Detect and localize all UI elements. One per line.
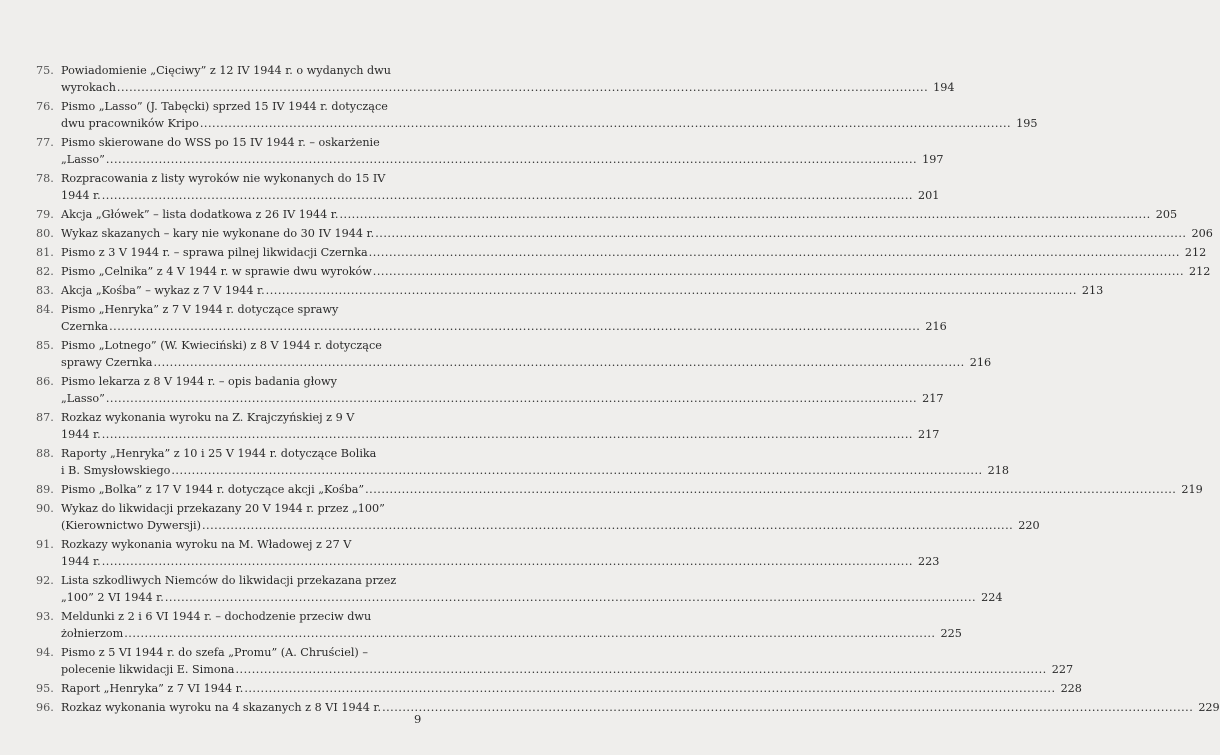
entry-line — [61, 661, 1074, 678]
toc-entry — [36, 244, 1207, 261]
entry-number: 95. — [36, 682, 54, 695]
toc-entry — [36, 263, 1211, 280]
entry-page-number: 216 — [969, 356, 992, 369]
entry-page-number: 229 — [1198, 701, 1220, 714]
entry-line — [61, 589, 1003, 606]
entry-title-text: Pismo z 3 V 1944 r. – sprawa pilnej likwidacji Czernka — [61, 246, 368, 259]
entry-line — [61, 553, 940, 570]
toc-entry — [36, 225, 1213, 242]
entry-line — [61, 500, 427, 517]
entry-title-text: Akcja „Kośba” – wykaz z 7 V 1944 r. — [61, 284, 265, 297]
entry-title-text: Pismo lekarza z 8 V 1944 r. – opis badania głowy — [61, 375, 337, 388]
entry-line — [61, 354, 992, 371]
dot-leader — [200, 115, 1011, 132]
entry-title-text: Czernka — [61, 320, 109, 333]
toc-entry — [36, 373, 944, 407]
entry-title-text: 1944 r. — [61, 428, 101, 441]
entry-line — [61, 318, 947, 335]
entry-title-text: dwu pracowników Kripo — [61, 117, 199, 130]
entry-line — [61, 462, 1009, 479]
entry-line — [61, 244, 1207, 261]
entry-number: 93. — [36, 610, 54, 623]
entry-line — [61, 98, 427, 115]
entry-line — [61, 680, 1082, 697]
entry-page-number: 213 — [1081, 284, 1104, 297]
dot-leader — [244, 680, 1055, 697]
entry-page-number: 197 — [922, 153, 944, 166]
toc-entry — [36, 282, 1104, 299]
entry-title-text: Pismo „Lasso” (J. Tabęcki) sprzed 15 IV 1944 r. dotyczące — [61, 100, 388, 113]
toc-entry — [36, 608, 962, 642]
entry-page-number: 205 — [1155, 208, 1178, 221]
entry-title-text: Rozkaz wykonania wyroku na Z. Krajczyńskiej z 9 V — [61, 411, 355, 424]
entry-page-number: 212 — [1189, 265, 1211, 278]
toc-entry — [36, 572, 1003, 606]
entry-title-text: Rozkaz wykonania wyroku na 4 skazanych z 8 VI 1944 r. — [61, 701, 382, 714]
toc-entry — [36, 536, 940, 570]
entry-page-number: 216 — [925, 320, 947, 333]
entry-line — [61, 625, 962, 642]
entry-title-text: (Kierownictwo Dywersji) — [61, 519, 201, 532]
entry-line — [61, 536, 427, 553]
entry-number: 76. — [36, 100, 54, 113]
dot-leader — [106, 151, 917, 168]
entry-number: 89. — [36, 483, 54, 496]
entry-number: 90. — [36, 502, 54, 515]
dot-leader — [373, 263, 1184, 280]
page-number: 9 — [414, 712, 422, 726]
entry-title-text: Akcja „Główek” – lista dodatkowa z 26 IV 1944 r. — [61, 208, 339, 221]
entry-title-text: Pismo „Lotnego” (W. Kwieciński) z 8 V 1944 r. dotyczące — [61, 339, 382, 352]
entry-line — [61, 608, 427, 625]
entry-title-text: Pismo „Celnika” z 4 V 1944 r. w sprawie dwu wyroków — [61, 265, 372, 278]
dot-leader — [102, 187, 913, 204]
dot-leader — [369, 244, 1180, 261]
entry-page-number: 225 — [940, 627, 962, 640]
entry-line — [61, 62, 427, 79]
entry-title-text: „100” 2 VI 1944 r. — [61, 591, 164, 604]
entry-number: 94. — [36, 646, 54, 659]
dot-leader — [165, 589, 976, 606]
entry-line — [61, 426, 940, 443]
entry-page-number: 201 — [917, 189, 940, 202]
toc-entry — [36, 98, 1038, 132]
entry-number: 92. — [36, 574, 54, 587]
entry-line — [61, 225, 1213, 242]
entry-title-text: Pismo z 5 VI 1944 r. do szefa „Promu” (A. Chruściel) – — [61, 646, 368, 659]
entry-line — [61, 79, 955, 96]
toc-entry — [36, 445, 1009, 479]
entry-line — [61, 699, 1220, 716]
entry-line — [61, 644, 427, 661]
entry-number: 78. — [36, 172, 54, 185]
entry-title-text: Raporty „Henryka” z 10 i 25 V 1944 r. dotyczące Bolika — [61, 447, 377, 460]
entry-number: 82. — [36, 265, 54, 278]
entry-title-text: Powiadomienie „Cięciwy” z 12 IV 1944 r. o wydanych dwu — [61, 64, 391, 77]
entry-page-number: 219 — [1181, 483, 1203, 496]
entry-page-number: 212 — [1184, 246, 1207, 259]
entry-number: 75. — [36, 64, 54, 77]
dot-leader — [202, 517, 1013, 534]
entry-title-text: 1944 r. — [61, 189, 101, 202]
entry-line — [61, 390, 944, 407]
entry-title-text: i B. Smysłowskiego — [61, 464, 171, 477]
dot-leader — [235, 661, 1046, 678]
entry-line — [61, 373, 427, 390]
entry-number: 79. — [36, 208, 54, 221]
entry-number: 91. — [36, 538, 54, 551]
entry-page-number: 217 — [922, 392, 944, 405]
entry-page-number: 218 — [987, 464, 1009, 477]
entry-title-text: „Lasso” — [61, 392, 105, 405]
entry-line — [61, 151, 944, 168]
toc-entry — [36, 337, 992, 371]
dot-leader — [102, 553, 913, 570]
entry-line — [61, 170, 427, 187]
entry-line — [61, 409, 427, 426]
entry-number: 86. — [36, 375, 54, 388]
dot-leader — [171, 462, 982, 479]
entry-number: 87. — [36, 411, 54, 424]
toc-entry — [36, 680, 1082, 697]
entry-line — [61, 115, 1038, 132]
entry-number: 88. — [36, 447, 54, 460]
entry-title-text: 1944 r. — [61, 555, 101, 568]
toc-entry — [36, 481, 1203, 498]
dot-leader — [117, 79, 928, 96]
entry-page-number: 217 — [917, 428, 940, 441]
entry-page-number: 206 — [1191, 227, 1213, 240]
toc-entry — [36, 644, 1074, 678]
entry-number: 83. — [36, 284, 54, 297]
toc-entry — [36, 500, 1040, 534]
entry-line — [61, 206, 1178, 223]
entry-line — [61, 187, 940, 204]
entry-page-number: 223 — [917, 555, 940, 568]
dot-leader — [375, 225, 1186, 242]
entry-title-text: żołnierzom — [61, 627, 124, 640]
entry-title-text: Pismo „Bolka” z 17 V 1944 r. dotyczące akcji „Kośba” — [61, 483, 365, 496]
entry-page-number: 220 — [1018, 519, 1040, 532]
toc-entry — [36, 699, 1220, 716]
dot-leader — [339, 206, 1150, 223]
entry-number: 81. — [36, 246, 54, 259]
toc-entry — [36, 409, 940, 443]
toc-list — [36, 62, 1220, 718]
toc-entry — [36, 134, 944, 168]
entry-number: 85. — [36, 339, 54, 352]
entry-page-number: 227 — [1051, 663, 1074, 676]
entry-number: 80. — [36, 227, 54, 240]
toc-entry — [36, 301, 947, 335]
dot-leader — [365, 481, 1176, 498]
dot-leader — [124, 625, 935, 642]
entry-line — [61, 517, 1040, 534]
entry-line — [61, 134, 427, 151]
entry-title-text: Meldunki z 2 i 6 VI 1944 r. – dochodzenie przeciw dwu — [61, 610, 372, 623]
entry-title-text: Raport „Henryka” z 7 VI 1944 r. — [61, 682, 244, 695]
dot-leader — [109, 318, 920, 335]
entry-title-text: wyrokach — [61, 81, 116, 94]
entry-line — [61, 282, 1104, 299]
entry-page-number: 195 — [1016, 117, 1038, 130]
entry-line — [61, 445, 427, 462]
dot-leader — [382, 699, 1193, 716]
entry-title-text: Wykaz do likwidacji przekazany 20 V 1944 r. przez „100” — [61, 502, 385, 515]
entry-title-text: Rozkazy wykonania wyroku na M. Władowej z 27 V — [61, 538, 352, 551]
dot-leader — [153, 354, 964, 371]
entry-number: 96. — [36, 701, 54, 714]
entry-title-text: sprawy Czernka — [61, 356, 153, 369]
entry-title-text: Pismo skierowane do WSS po 15 IV 1944 r. – oskarżenie — [61, 136, 380, 149]
entry-title-text: Lista szkodliwych Niemców do likwidacji przekazana przez — [61, 574, 397, 587]
entry-line — [61, 301, 427, 318]
dot-leader — [266, 282, 1077, 299]
entry-number: 77. — [36, 136, 54, 149]
entry-page-number: 228 — [1060, 682, 1082, 695]
entry-line — [61, 481, 1203, 498]
toc-entry — [36, 206, 1178, 223]
entry-page-number: 194 — [933, 81, 955, 94]
toc-entry — [36, 62, 955, 96]
dot-leader — [102, 426, 913, 443]
entry-page-number: 224 — [981, 591, 1003, 604]
entry-line — [61, 572, 427, 589]
entry-title-text: „Lasso” — [61, 153, 105, 166]
entry-title-text: polecenie likwidacji E. Simona — [61, 663, 235, 676]
dot-leader — [106, 390, 917, 407]
entry-title-text: Pismo „Henryka” z 7 V 1944 r. dotyczące sprawy — [61, 303, 339, 316]
toc-entry — [36, 170, 940, 204]
entry-line — [61, 263, 1211, 280]
entry-title-text: Wykaz skazanych – kary nie wykonane do 30 IV 1944 r. — [61, 227, 375, 240]
entry-line — [61, 337, 427, 354]
entry-number: 84. — [36, 303, 54, 316]
entry-title-text: Rozpracowania z listy wyroków nie wykonanych do 15 IV — [61, 172, 386, 185]
